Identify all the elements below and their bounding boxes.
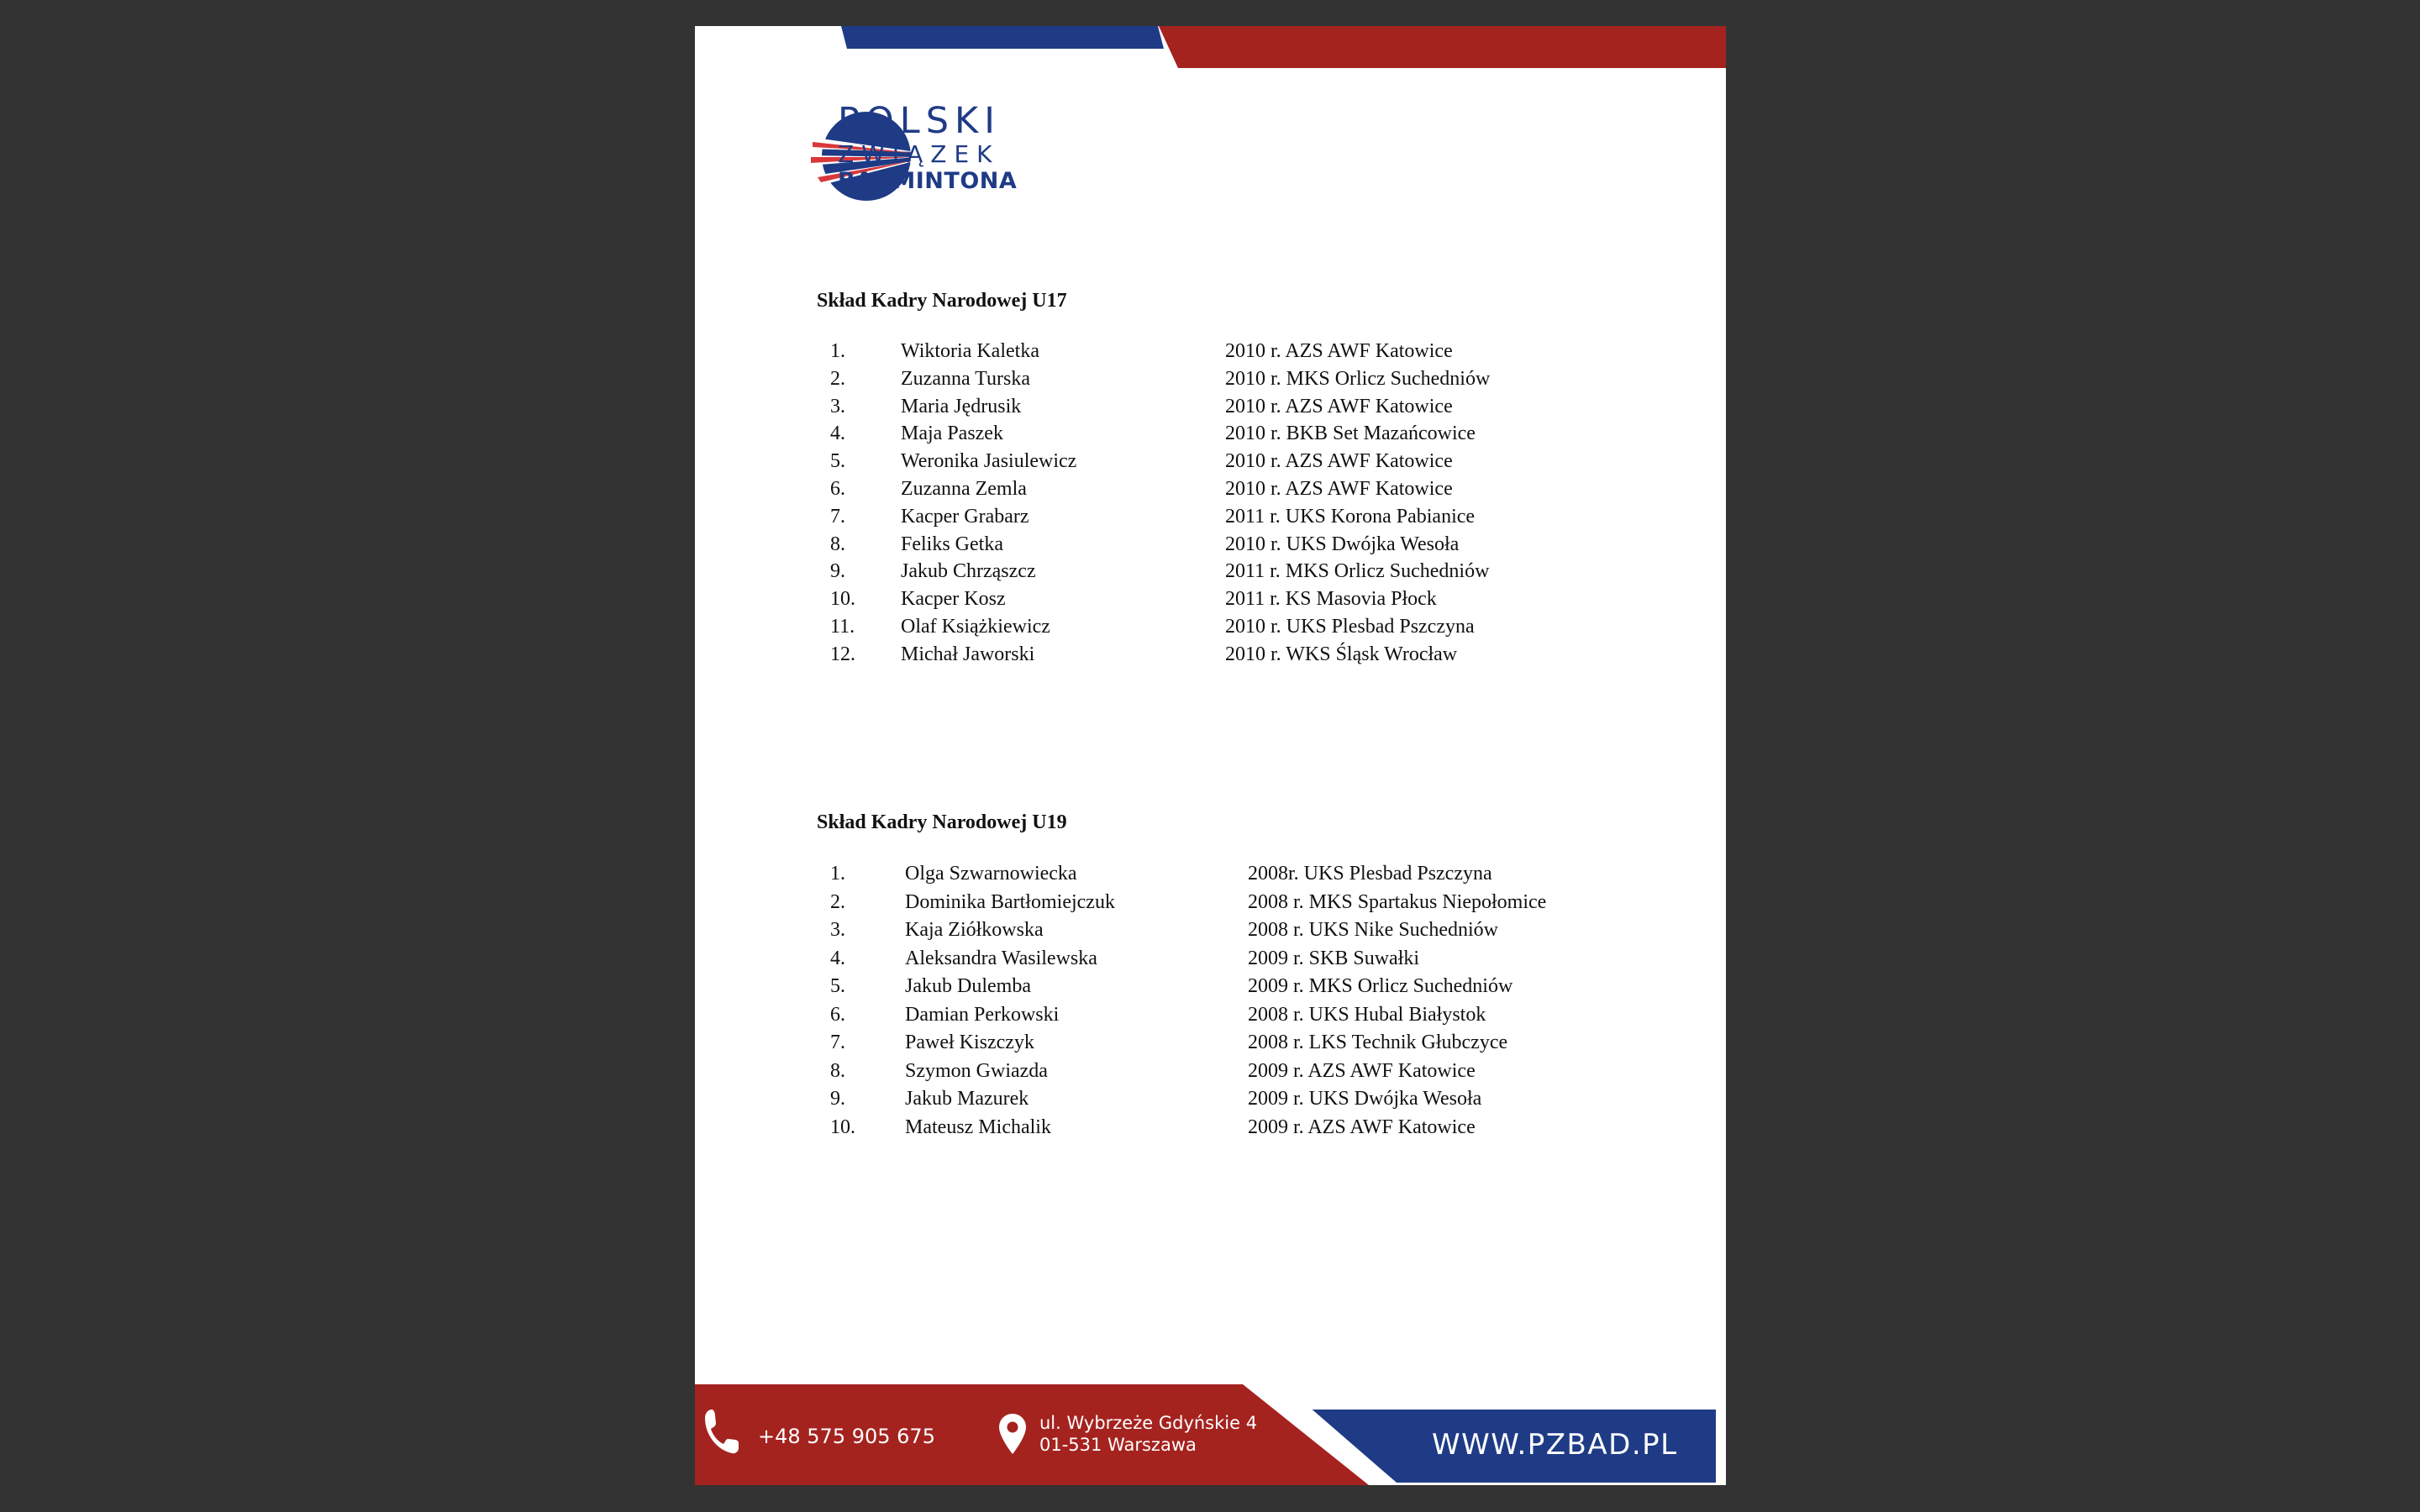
player-year-club: 2009 r. SKB Suwałki	[1248, 947, 1420, 969]
address-line-1: ul. Wybrzeże Gdyńskie 4	[1039, 1413, 1258, 1433]
player-number: 4.	[830, 423, 845, 445]
player-name: Kacper Grabarz	[901, 505, 1029, 528]
player-year-club: 2011 r. MKS Orlicz Suchedniów	[1225, 560, 1490, 583]
footer-website-link[interactable]: WWW.PZBAD.PL	[1432, 1428, 1678, 1462]
player-year-club: 2008 r. UKS Hubal Białystok	[1248, 1003, 1486, 1026]
player-number: 7.	[830, 1032, 845, 1053]
player-name: Jakub Mazurek	[905, 1088, 1029, 1110]
player-name: Olaf Książkiewicz	[901, 615, 1050, 638]
player-name: Michał Jaworski	[901, 643, 1035, 665]
player-year-club: 2010 r. AZS AWF Katowice	[1225, 477, 1453, 500]
player-number: 7.	[830, 505, 845, 528]
player-number: 5.	[830, 975, 845, 997]
player-name: Kaja Ziółkowska	[905, 919, 1044, 941]
player-name: Damian Perkowski	[905, 1003, 1060, 1026]
player-name: Wiktoria Kaletka	[901, 340, 1039, 362]
player-number: 9.	[830, 560, 845, 583]
player-number: 1.	[830, 863, 845, 885]
player-name: Zuzanna Turska	[901, 367, 1030, 390]
header-decoration	[695, 26, 1726, 70]
player-number: 12.	[830, 643, 855, 665]
player-number: 10.	[830, 1116, 855, 1138]
player-name: Weronika Jasiulewicz	[901, 450, 1077, 473]
player-number: 6.	[830, 1003, 845, 1026]
player-year-club: 2009 r. UKS Dwójka Wesoła	[1248, 1088, 1482, 1110]
player-year-club: 2010 r. WKS Śląsk Wrocław	[1225, 643, 1458, 665]
player-number: 10.	[830, 588, 855, 611]
player-year-club: 2009 r. AZS AWF Katowice	[1248, 1116, 1476, 1138]
player-year-club: 2008 r. MKS Spartakus Niepołomice	[1248, 890, 1547, 913]
footer-address	[1039, 1412, 1257, 1456]
player-name: Olga Szwarnowiecka	[905, 863, 1077, 885]
player-name: Szymon Gwiazda	[905, 1059, 1048, 1082]
player-year-club: 2009 r. AZS AWF Katowice	[1248, 1059, 1476, 1082]
logo-line-3: BADMINTONA	[838, 168, 1018, 194]
player-year-club: 2010 r. BKB Set Mazańcowice	[1225, 423, 1476, 445]
player-number: 5.	[830, 450, 845, 473]
player-name: Dominika Bartłomiejczuk	[905, 890, 1115, 913]
player-number: 8.	[830, 533, 845, 555]
player-number: 1.	[830, 340, 845, 362]
player-number: 2.	[830, 890, 845, 913]
player-number: 3.	[830, 395, 845, 417]
player-name: Aleksandra Wasilewska	[905, 947, 1097, 969]
player-year-club: 2010 r. AZS AWF Katowice	[1225, 395, 1453, 417]
document-page	[695, 26, 1726, 1485]
player-name: Paweł Kiszczyk	[905, 1032, 1034, 1053]
player-year-club: 2008r. UKS Plesbad Pszczyna	[1248, 863, 1492, 885]
header-blue-stripe	[841, 26, 1164, 49]
player-year-club: 2010 r. MKS Orlicz Suchedniów	[1225, 367, 1491, 390]
player-year-club: 2011 r. KS Masovia Płock	[1225, 588, 1437, 611]
player-name: Mateusz Michalik	[905, 1116, 1051, 1138]
player-number: 6.	[830, 477, 845, 500]
player-name: Jakub Chrząszcz	[901, 560, 1036, 583]
pzbad-logo-text	[838, 100, 1018, 194]
player-year-club: 2010 r. UKS Dwójka Wesoła	[1225, 533, 1460, 555]
logo-line-1: POLSKI	[838, 100, 1001, 142]
player-year-club: 2008 r. UKS Nike Suchedniów	[1248, 919, 1498, 941]
player-name: Jakub Dulemba	[905, 975, 1031, 997]
player-number: 3.	[830, 919, 845, 941]
u17-section-title: Skład Kadry Narodowej U17	[817, 290, 1067, 312]
player-number: 8.	[830, 1059, 845, 1082]
player-year-club: 2008 r. LKS Technik Głubczyce	[1248, 1032, 1508, 1053]
player-name: Maja Paszek	[901, 423, 1003, 445]
player-year-club: 2011 r. UKS Korona Pabianice	[1225, 505, 1476, 528]
player-number: 4.	[830, 947, 845, 969]
header-red-stripe	[1159, 26, 1726, 68]
location-pin-icon	[997, 1412, 1028, 1456]
player-year-club: 2010 r. AZS AWF Katowice	[1225, 450, 1453, 473]
player-name: Feliks Getka	[901, 533, 1003, 555]
phone-icon	[703, 1408, 740, 1455]
address-line-2: 01-531 Warszawa	[1039, 1435, 1197, 1455]
player-name: Kacper Kosz	[901, 588, 1006, 611]
player-name: Maria Jędrusik	[901, 395, 1022, 417]
player-number: 9.	[830, 1088, 845, 1110]
player-number: 2.	[830, 367, 845, 390]
player-year-club: 2009 r. MKS Orlicz Suchedniów	[1248, 975, 1513, 997]
player-number: 11.	[830, 615, 855, 638]
u19-section-title: Skład Kadry Narodowej U19	[817, 811, 1067, 833]
player-year-club: 2010 r. UKS Plesbad Pszczyna	[1225, 615, 1475, 638]
footer-phone[interactable]: +48 575 905 675	[758, 1425, 935, 1448]
player-year-club: 2010 r. AZS AWF Katowice	[1225, 340, 1453, 362]
player-name: Zuzanna Zemla	[901, 477, 1027, 500]
logo-line-2: ZWIĄZEK	[838, 140, 1000, 168]
